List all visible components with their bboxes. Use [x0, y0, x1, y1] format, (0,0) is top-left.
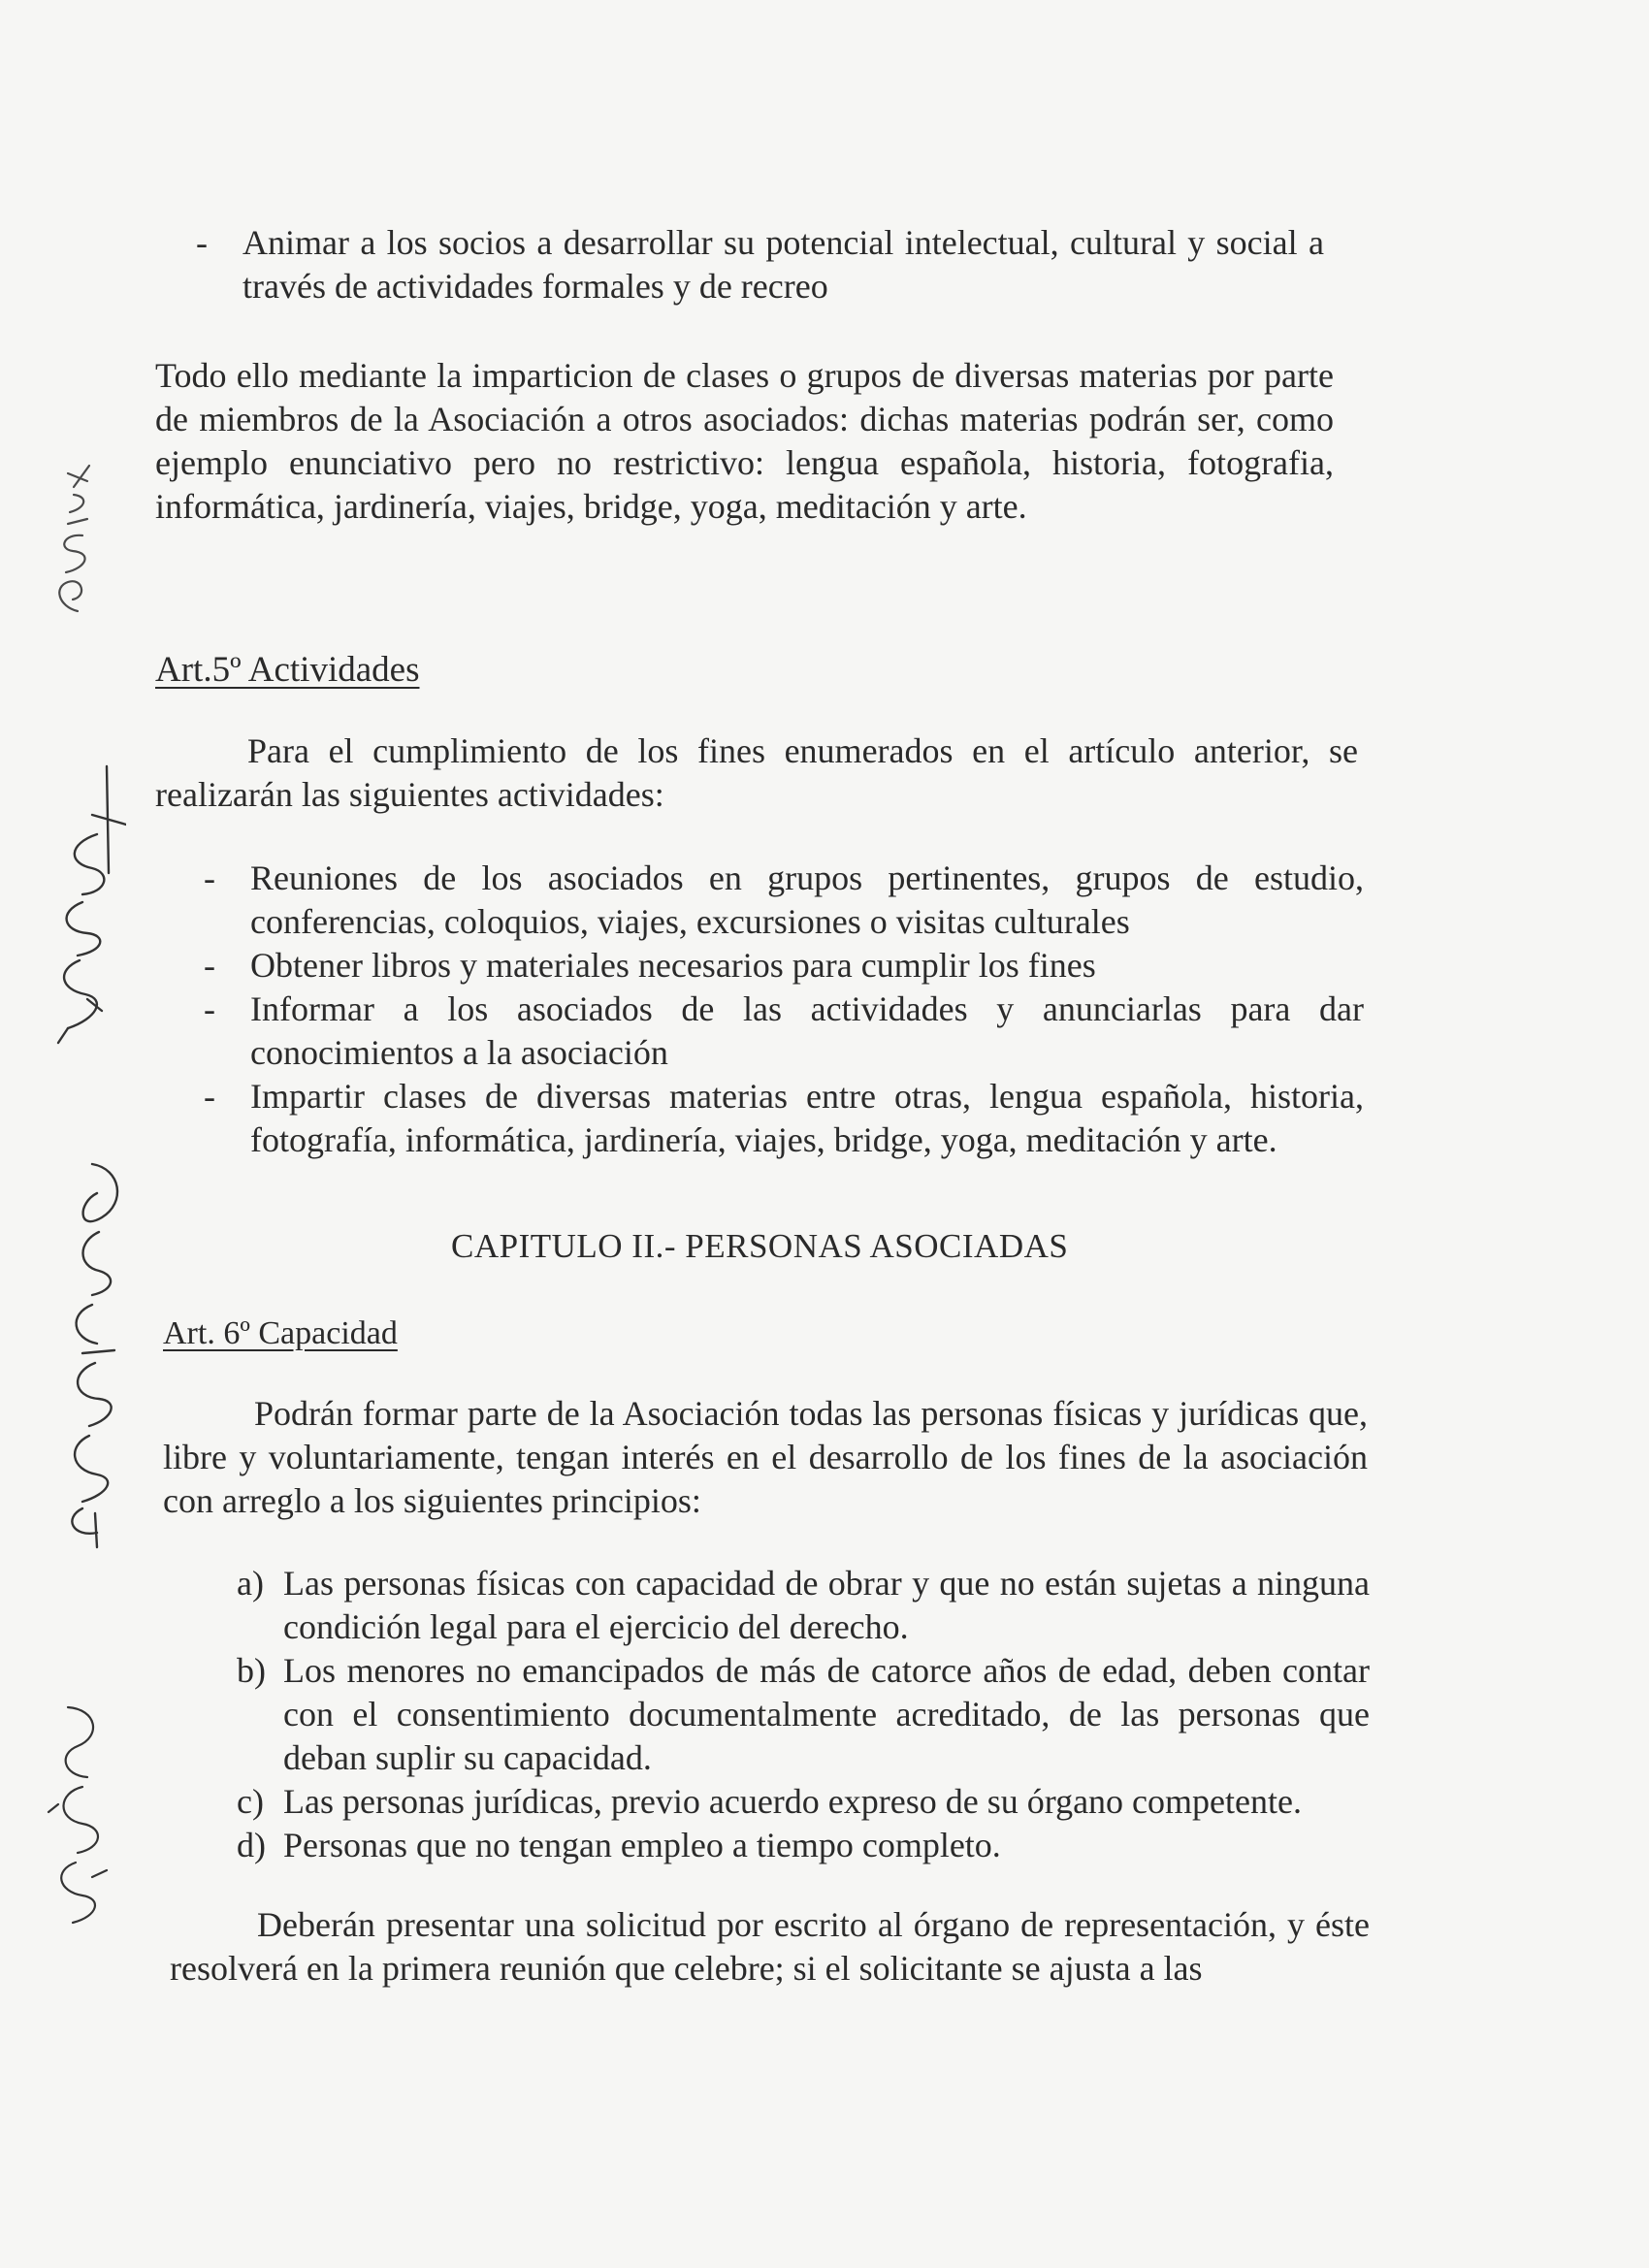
art6-closing-paragraph: Deberán presentar una solicitud por escrito al órgano de representación, y éste resolverá en la primera reunión que celebre; si el solicitante se ajusta a las [170, 1905, 1370, 1988]
chapter-title: CAPITULO II.- PERSONAS ASOCIADAS [451, 1227, 1069, 1265]
intro-paragraph: Todo ello mediante la imparticion de clases o grupos de diversas materias por parte de miembros de la Asociación a otros asociados: dichas materias podrán ser, como ejemplo enunciativo pero no restrictivo: lengua española, historia, fotografia, informática, jardinería, viajes, bridge, yoga, meditación y arte. [155, 356, 1334, 526]
margin-signature-2 [39, 757, 126, 1048]
art6-list [237, 1562, 1370, 1867]
art5-list [204, 857, 1364, 1162]
margin-signature-3 [39, 1145, 136, 1552]
list-item: a) Las personas físicas con capacidad de obrar y que no están sujetas a ninguna condición legal para el ejercicio del derecho. [237, 1564, 1370, 1646]
list-item: - Impartir clases de diversas materias entre otras, lengua española, historia, fotografía, informática, jardinería, viajes, bridge, yoga, meditación y arte. [204, 1077, 1364, 1159]
top-list [196, 221, 1324, 308]
list-item: c) Las personas jurídicas, previo acuerdo expreso de su órgano competente. [237, 1782, 1302, 1821]
margin-signature-1 [39, 427, 107, 621]
list-item: d) Personas que no tengan empleo a tiempo completo. [237, 1826, 1001, 1864]
list-item: - Reuniones de los asociados en grupos pertinentes, grupos de estudio, conferencias, coloquios, viajes, excursiones o visitas culturales [204, 859, 1364, 941]
art5-heading: Art.5º Actividades [155, 650, 420, 690]
art5-paragraph: Para el cumplimiento de los fines enumerados en el artículo anterior, se realizarán las siguientes actividades: [155, 731, 1358, 814]
list-item: - Obtener libros y materiales necesarios para cumplir los fines [204, 946, 1096, 985]
margin-signature-4 [39, 1698, 116, 1930]
art6-heading: Art. 6º Capacidad [163, 1315, 398, 1351]
list-item: - Animar a los socios a desarrollar su potencial intelectual, cultural y social a través de actividades formales y de recreo [196, 223, 1324, 306]
art6-paragraph: Podrán formar parte de la Asociación todas las personas físicas y jurídicas que, libre y voluntariamente, tengan interés en el desarrollo de los fines de la asociación con arreglo a los siguientes principios: [163, 1394, 1368, 1520]
list-item: - Informar a los asociados de las actividades y anunciarlas para dar conocimientos a la asociación [204, 989, 1364, 1072]
list-item: b) Los menores no emancipados de más de catorce años de edad, deben contar con el consentimiento documentalmente acreditado, de las personas que deban suplir su capacidad. [237, 1651, 1370, 1777]
